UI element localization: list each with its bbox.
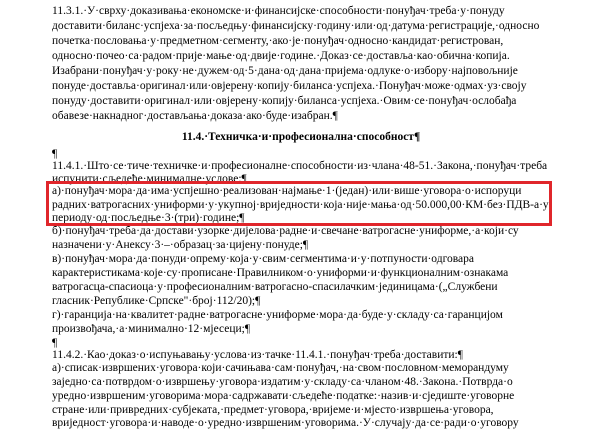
text-line: периоду·од·посљедње·3·(три)·године;¶ <box>52 212 245 224</box>
text-line: доставити·биланс·успјеха·за·посљедњу·финансијску·годину·или·од·датума·регистрације,·односно <box>52 20 540 32</box>
text-line: обавезе·накнадног·достављања·доказа·ако·буде·изабран.¶ <box>52 110 338 122</box>
text-line: вриједност·уговора·и·наводе·о·уредно·извршеним·уговорима.·У·случају·да·се·ради·о·уговору <box>52 417 519 429</box>
text-line: назначени·у·Анексу·3·–·образац·за·цијену·понуде;¶ <box>52 239 309 251</box>
text-line: Изабрани·понуђач·у·року·не·дужем·од·5·дана·од·дана·пријема·одлуке·о·избору·најповољније <box>52 65 518 77</box>
text-line: радних·ватрогасних·униформи·у·укупној·вриједности·која·није·мања·од·50.000,00·КМ·без·ПДВ-а·у <box>52 199 549 211</box>
text-line: ватрогасца-спасиоца·у·професионалним·ватрогасно-спасилачким·јединицама·(„Службени <box>52 281 498 293</box>
section-heading: 11.4.·Техничка·и·професионална·способност¶ <box>181 131 421 143</box>
text-line: 11.4.1.·Што·се·тиче·техничке·и·професионалне·способности·из·члана·48-51.·Закона,·понуђач·треба <box>52 160 548 172</box>
text-line: односно·почео·са·радом·прије·мање·од·двије·године.·Доказ·се·доставља·као·обична·копија. <box>52 50 510 62</box>
text-line: заједно·са·потврдом·о·извршењу·уговора·издатим·у·складу·са·чланом·48.·Закона.·Потврда·о <box>52 376 513 388</box>
text-line: 11.4.2.·Као·доказ·о·испуњавању·услова·из·тачке·11.4.1.·понуђач·треба·доставити:¶ <box>52 349 463 361</box>
text-line: произвођача,·а·минимално·12·мјесеци;¶ <box>52 323 251 335</box>
text-line: ¶ <box>52 337 58 349</box>
text-line: стране·или·привредних·субјеката,·предмет·уговора,·вријеме·и·мјесто·извршења·уговора, <box>52 404 494 416</box>
text-line: 11.3.1.·У·сврху·доказивања·економске·и·финансијске·способности·понуђач·треба·у·понуду <box>52 5 505 17</box>
text-line: уредно·извршеним·уговорима·мора·садржавати·сљедеће·податке:·назив·и·сједиште·уговорне <box>52 390 515 402</box>
text-line: понуду·доставити·оригинал·или·овјерену·копију·биланса·успјеха.·Овим·се·понуђач·ослобађа <box>52 95 517 107</box>
text-line: а)·списак·извршених·уговора·који·сачињава·сам·понуђач,·на·свом·пословном·меморандуму <box>52 362 509 374</box>
text-line: ¶ <box>52 148 58 160</box>
text-line: карактеристикама·које·су·прописане·Правилником·о·униформи·и·функционалним·ознакама <box>52 267 509 279</box>
text-line: почетка·пословања·у·предметном·сегменту,·ако·је·понуђач·односно·кандидат·регистрован, <box>52 35 504 47</box>
text-line: г)·гаранција·на·квалитет·радне·ватрогасне·униформе·мора·да·буде·у·складу·са·гаранцијом <box>52 309 503 321</box>
text-line: а)·понуђач·мора·да·има·успјешно·реализован·најмање·1·(један)·или·више·уговора·о·испоруци <box>52 185 522 197</box>
text-line: испунити·сљедеће·минималне·услове:¶ <box>52 173 247 185</box>
text-line: в)·понуђач·мора·да·понуди·опрему·која·у·свим·сегментима·и·у·потпуности·одговара <box>52 253 474 265</box>
text-line: б)·понуђач·треба·да·достави·узорке·дијелова·радне·и·свечане·ватрогасне·униформе,·а·који·су <box>52 225 519 237</box>
text-line: гласник·Републике·Српске"·број·112/20);¶ <box>52 295 261 307</box>
text-line: понуде·доставља·оригинал·или·овјерену·копију·биланса·успјеха.·Понуђач·може·одмах·уз·своју <box>52 80 527 92</box>
